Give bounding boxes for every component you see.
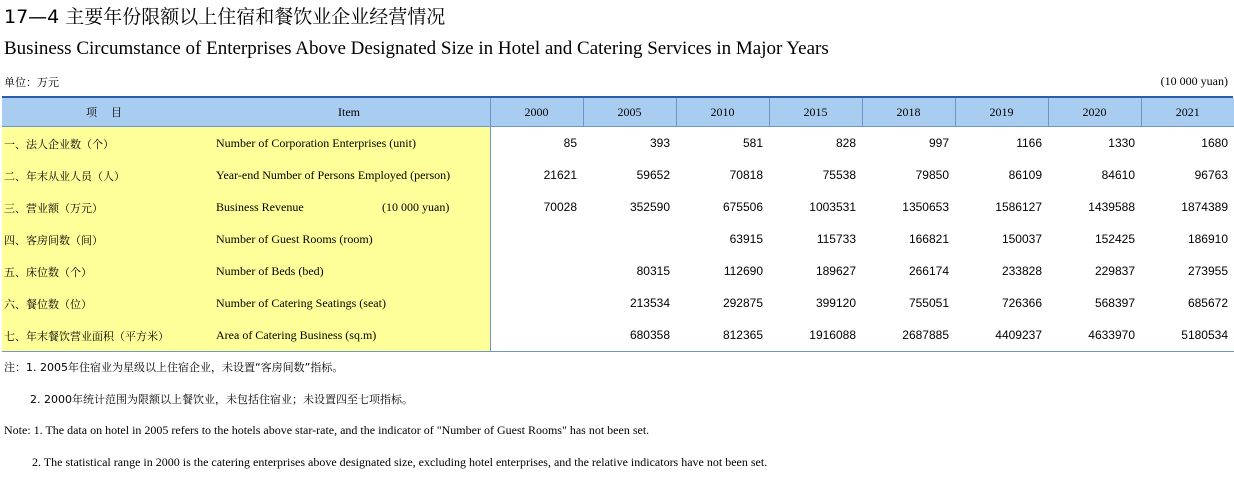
table-row: [2, 159, 1234, 191]
table-cell: 292875: [722, 296, 763, 310]
row-label-en: Number of Guest Rooms (room): [216, 232, 373, 246]
table-cell: 96763: [1194, 168, 1228, 182]
table-row: [2, 191, 1234, 223]
row-label-en: Year-end Number of Persons Employed (person): [216, 168, 451, 182]
table-cell: 79850: [915, 168, 949, 182]
table-cell: [490, 319, 583, 352]
statistics-table: [2, 98, 1234, 352]
table-cell: 229837: [1094, 264, 1135, 278]
table-cell: 266174: [908, 264, 949, 278]
table-cell: 685672: [1187, 296, 1228, 310]
table-cell: 1680: [1201, 136, 1228, 150]
note-en-1: Note: 1. The data on hotel in 2005 refers to the hotels above star-rate, and the indicator of "Number of Guest Rooms" has not been set.: [4, 423, 650, 437]
table-cell: 581: [742, 136, 763, 150]
table-cell: 1586127: [995, 200, 1042, 214]
table-cell: 1439588: [1088, 200, 1135, 214]
table-cell: 1330: [1108, 136, 1135, 150]
table-cell: 70028: [543, 200, 577, 214]
table-cell: 1003531: [809, 200, 856, 214]
table-cell: 63915: [729, 232, 763, 246]
table-cell: 393: [649, 136, 670, 150]
table-cell: 1916088: [769, 319, 862, 352]
table-cell: 186910: [1187, 232, 1228, 246]
table-cell: 726366: [1001, 296, 1042, 310]
row-label-cn: 一、法人企业数（个）: [4, 138, 114, 151]
row-label: [2, 255, 490, 287]
table-cell: 86109: [1008, 168, 1042, 182]
header-year: 2010: [676, 98, 769, 127]
table-cell: 75538: [822, 168, 856, 182]
table-cell: 273955: [1187, 264, 1228, 278]
header-year: 2019: [955, 98, 1048, 127]
table-cell: 112690: [723, 264, 763, 278]
row-label: [2, 159, 490, 191]
table-cell: 997: [928, 136, 949, 150]
table-cell: 233828: [1001, 264, 1042, 278]
table-cell: 755051: [908, 296, 949, 310]
row-label-en: Number of Catering Seatings (seat): [216, 296, 386, 310]
table-cell: 4409237: [955, 319, 1048, 352]
table-row: [2, 223, 1234, 255]
unit-label-cn: 单位：万元: [4, 76, 59, 89]
table-cell: 1350653: [902, 200, 949, 214]
row-label-cn: 五、床位数（个）: [4, 266, 92, 279]
table-cell: 84610: [1101, 168, 1135, 182]
table-cell: 399120: [815, 296, 856, 310]
table-cell: 21621: [543, 168, 577, 182]
table-cell: 166821: [908, 232, 949, 246]
row-label: [2, 287, 490, 319]
header-year: 2000: [490, 98, 583, 127]
table-cell: 5180534: [1141, 319, 1234, 352]
table-cell: 189627: [815, 264, 856, 278]
table-row: [2, 255, 1234, 287]
table-row: [2, 287, 1234, 319]
row-label-en: Business Revenue: [216, 200, 304, 214]
row-label-cn: 三、营业额（万元）: [4, 202, 103, 215]
table-cell: 680358: [583, 319, 676, 352]
header-item-en: Item: [338, 105, 360, 119]
row-label-en: Area of Catering Business (sq.m): [216, 328, 377, 342]
table-cell: 828: [835, 136, 856, 150]
table-row: [2, 127, 1234, 160]
unit-label-en: (10 000 yuan): [1160, 74, 1228, 88]
table-cell: 675506: [722, 200, 763, 214]
table-cell: 59652: [636, 168, 670, 182]
header-year: 2018: [862, 98, 955, 127]
table-cell: 4633970: [1048, 319, 1141, 352]
table-cell: 1874389: [1181, 200, 1228, 214]
row-label-cn: 四、客房间数（间）: [4, 234, 103, 247]
table-cell: [490, 255, 583, 287]
header-item: [2, 98, 490, 127]
header-item-cn: 项目: [86, 106, 136, 119]
table-body: [2, 127, 1234, 352]
statistics-table-wrapper: [2, 96, 1233, 351]
table-cell: 213534: [629, 296, 670, 310]
table-cell: [490, 287, 583, 319]
table-cell: 80315: [636, 264, 670, 278]
table-cell: 115733: [816, 232, 856, 246]
header-year: 2021: [1141, 98, 1234, 127]
table-cell: [583, 223, 676, 255]
row-label-cn: 六、餐位数（位）: [4, 298, 92, 311]
row-label-en: Number of Beds (bed): [216, 264, 324, 278]
note-cn-2: 2. 2000年统计范围为限额以上餐饮业，未包括住宿业；未设置四至七项指标。: [30, 393, 413, 406]
row-label: [2, 191, 490, 223]
table-cell: 1166: [1016, 136, 1042, 150]
page-title-en: Business Circumstance of Enterprises Above Designated Size in Hotel and Catering Services in Major Years: [4, 38, 829, 59]
table-cell: 352590: [629, 200, 670, 214]
page-title-cn: 17—4 主要年份限额以上住宿和餐饮业企业经营情况: [4, 6, 446, 28]
table-cell: 152425: [1094, 232, 1135, 246]
row-label-cn: 七、年末餐饮营业面积（平方米）: [4, 330, 169, 343]
table-cell: 70818: [729, 168, 763, 182]
header-year: 2005: [583, 98, 676, 127]
row-label: [2, 319, 490, 352]
table-cell: 812365: [676, 319, 769, 352]
table-cell: 85: [563, 136, 577, 150]
note-en-2: 2. The statistical range in 2000 is the catering enterprises above designated size, excluding hotel enterprises, and the relative indicators have not been set.: [32, 455, 768, 469]
header-year: 2015: [769, 98, 862, 127]
row-label: [2, 127, 490, 160]
header-year: 2020: [1048, 98, 1141, 127]
table-header: [2, 98, 1234, 127]
table-cell: [490, 223, 583, 255]
row-label-cn: 二、年末从业人员（人）: [4, 170, 125, 183]
table-row: [2, 319, 1234, 352]
note-cn-1: 注：1. 2005年住宿业为星级以上住宿企业，未设置“客房间数”指标。: [4, 361, 344, 374]
table-cell: 2687885: [862, 319, 955, 352]
table-cell: 568397: [1094, 296, 1135, 310]
row-label-unit: (10 000 yuan): [382, 200, 450, 214]
table-cell: 150037: [1001, 232, 1042, 246]
row-label: [2, 223, 490, 255]
row-label-en: Number of Corporation Enterprises (unit): [216, 136, 416, 150]
